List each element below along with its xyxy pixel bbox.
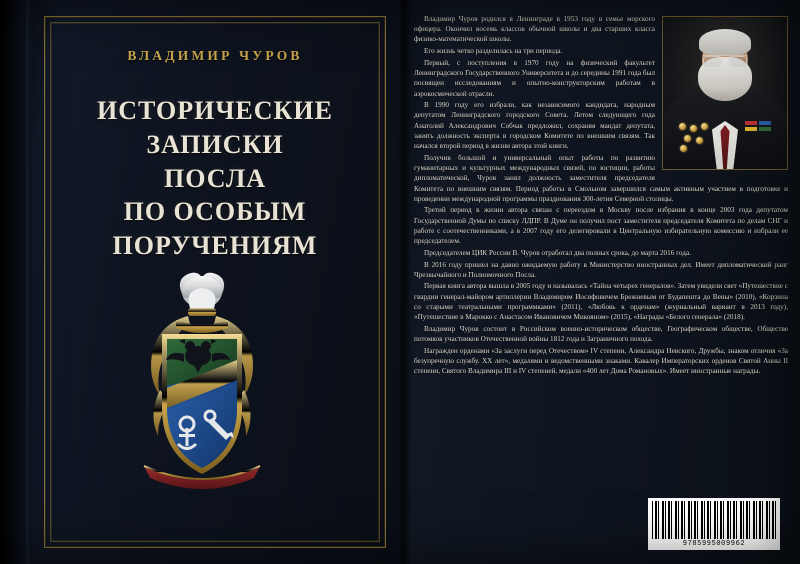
portrait-ribbons	[745, 121, 773, 135]
bio-paragraph: Третий период в жизни автора связан с переездом в Москву после избрания в конце 2003 года депутатом Государственной Думы по списку ЛДПР. В Думе он получил пост заместителя председателя Комитета по делам СНГ и работе с соотечественниками, а в 2007 году его делегировали в Центральную избирательную комиссию и избрали ее председателем.	[414, 206, 788, 246]
back-cover-content	[414, 14, 788, 550]
back-cover	[404, 0, 800, 564]
barcode-bars	[652, 501, 776, 539]
title-line-5: ПОРУЧЕНИЯМ	[112, 231, 318, 261]
title-line-3: ПОСЛА	[163, 163, 267, 193]
portrait-medals	[679, 123, 713, 153]
spine-highlight	[26, 0, 32, 564]
bio-paragraph: Владимир Чуров состоит в Российском военно-историческом обществе, Географическом обществе, Обществе потомков участников Отечественной войны 1812 года и Заграничного похода.	[414, 324, 788, 344]
coat-of-arms-icon	[114, 268, 290, 508]
crest-plume	[180, 273, 224, 316]
bio-paragraph: В 1990 году его избрали, как независимого кандидата, народным депутатом Ленинградского городского Совета. Летом следующего года Анатолий Александрович Собчак предложил, сохраняя мандат депутата, занять должность эксперта в городском Комитете по внешним связям. Так начался второй период в жизни автора этой книги.	[414, 101, 655, 151]
author-name: ВЛАДИМИР ЧУРОВ	[127, 48, 303, 63]
portrait-glasses	[703, 55, 747, 67]
spine-shadow	[0, 0, 26, 564]
book-title	[97, 94, 333, 263]
bio-paragraph: Первый, с поступления в 1970 году на физический факультет Ленинградского Государственного Университета и до середины 1991 года был посвящен исследованиям и опытно-конструкторским работам в аэрокосмической отрасли.	[414, 58, 655, 98]
bio-paragraph: Первая книга автора вышла в 2005 году и называлась «Тайна четырех генералов». Затем увидели свет «Путешествие с гвардии генерал-майором артиллерии Владимиром Иосифовичем Брежневым от Будапешта до Вены» (2010), «Корзина со старыми театральными программками» (2011), «Любовь к орденам» (журнальный вариант в 2013 году), «Путешествие в Марокко с Анастасом Ивановичем Микояном» (2015), «Награды «Белого генерала» (2018).	[414, 282, 788, 322]
author-biography	[414, 14, 788, 378]
barcode	[648, 498, 780, 550]
bio-paragraph: Получив большой и универсальный опыт работы по развитию гуманитарных и культурных международных связей, по юстиции, работы дипломатической, Чуров занял должность заместителя председателя Комитета по внешним связям. Период работы в Смольном завершился самым активным участием в подготовке и проведении международной программы празднования 300-летия Северной столицы.	[414, 153, 788, 203]
shield	[162, 334, 242, 474]
title-line-4: ПО ОСОБЫМ	[123, 197, 307, 227]
author-portrait	[662, 16, 788, 170]
bio-paragraph: Награжден орденами «За заслуги перед Отечеством» IV степени, Александра Невского, Дружбы, знаком отличия «За безупречную службу. XX лет», медалями и ведомственными знаками. Кавалер Императорских орденов Святой Анны II степени, Святого Владимира III и IV степеней, медали «400 лет Дома Романовых». Имеет иностранные награды.	[414, 346, 788, 376]
bio-paragraph: В 2016 году пришел на давно ожидаемую работу в Министерство иностранных дел. Имеет дипломатический ранг Чрезвычайного и Полномочного Посла.	[414, 260, 788, 279]
portrait-hair	[699, 29, 751, 55]
title-line-2: ЗАПИСКИ	[146, 129, 284, 159]
bio-paragraph: Владимир Чуров родился в Ленинграде в 1953 году в семье морского офицера. Окончил восемь классов обычной школы и два старших класса физико-математической школы.	[414, 15, 655, 44]
barcode-number: 9785995009962	[682, 540, 746, 548]
bio-paragraph: Председателем ЦИК России В. Чуров отработал два полных срока, до марта 2016 года.	[424, 248, 691, 257]
bio-paragraph: Его жизнь четко разделилась на три периода.	[424, 47, 563, 56]
title-line-1: ИСТОРИЧЕСКИЕ	[97, 96, 333, 125]
